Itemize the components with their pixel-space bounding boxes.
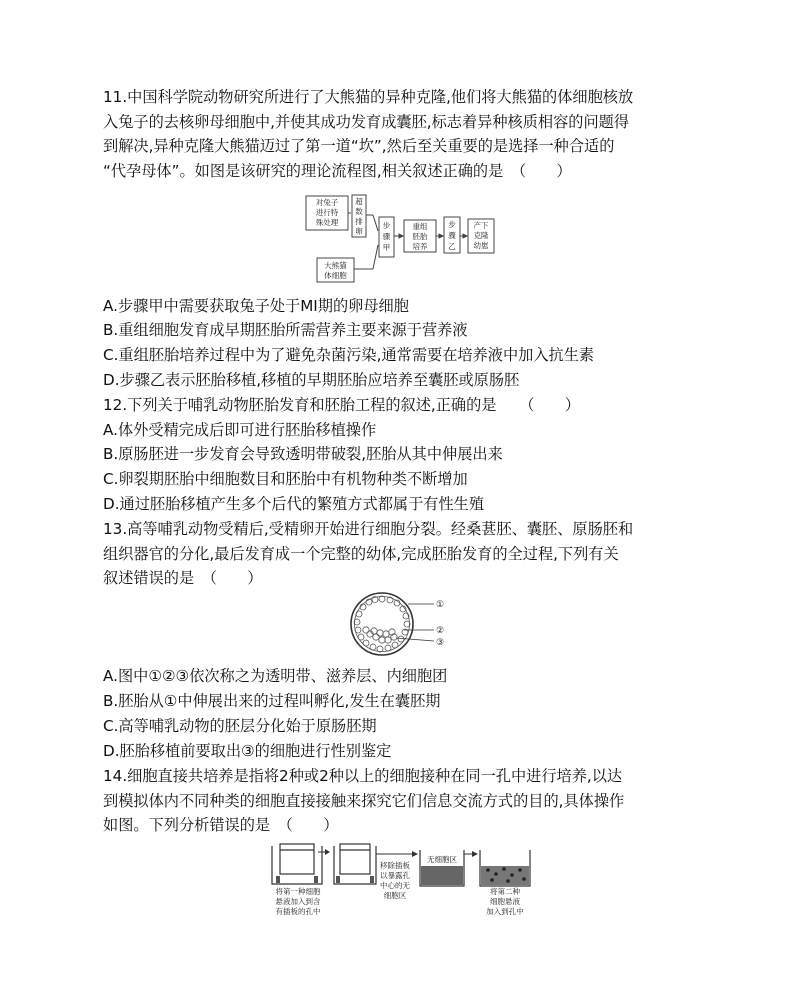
- q11-option-c: C.重组胚胎培养过程中为了避免杂菌污染,通常需要在培养液中加入抗生素: [103, 346, 595, 364]
- well-1: [272, 844, 322, 884]
- blastocyst-diagram: [342, 590, 452, 658]
- flow-text: 骤: [448, 231, 456, 240]
- q13-option-d: D.胚胎移植前要取出③的细胞进行性别鉴定: [103, 742, 392, 760]
- caption-text: 加入到孔中: [486, 907, 524, 916]
- q11-option-b: B.重组细胞发育成早期胚胎所需营养主要来源于营养液: [103, 321, 468, 339]
- flow-text: 步: [448, 220, 456, 229]
- flow-text: 卵: [355, 227, 363, 236]
- flow-text: 产下: [473, 221, 489, 230]
- q11-option-d: D.步骤乙表示胚胎移植,移植的早期胚胎应培养至囊胚或原肠胚: [103, 371, 520, 389]
- flow-text: 体细胞: [324, 271, 347, 280]
- caption-text: 将第二种: [490, 887, 520, 896]
- flow-text: 幼崽: [473, 241, 489, 250]
- flow-text: 排: [355, 217, 363, 226]
- stem-line: 叙述错误的是 （ ）: [103, 569, 263, 588]
- flow-text: 大熊猫: [324, 261, 347, 270]
- stem-line: 到模拟体内不同种类的细胞直接接触来探究它们信息交流方式的目的,具体操作: [103, 791, 625, 810]
- q13-option-b: B.胚胎从①中伸展出来的过程叫孵化,发生在囊胚期: [103, 692, 441, 710]
- coculture-procedure-diagram: [268, 842, 534, 922]
- caption-text: 有插板的孔中: [275, 907, 321, 916]
- stem-line: 11.中国科学院动物研究所进行了大熊猫的异种克隆,他们将大熊猫的体细胞核放: [103, 88, 634, 106]
- flow-text: 甲: [382, 243, 391, 252]
- flow-text: 乙: [448, 242, 456, 251]
- flow-text: 殊处理: [315, 218, 339, 227]
- flow-text: 步: [382, 221, 391, 230]
- stem-line: 入兔子的去核卵母细胞中,并使其成功发育成囊胚,标志着异种核质相容的问题得: [103, 112, 630, 131]
- flow-text: 胚胎: [412, 232, 428, 241]
- question-13-stem: [103, 517, 703, 591]
- caption-text: 细胞区: [383, 891, 407, 900]
- caption-text: 中心的无: [380, 881, 410, 890]
- stem-line: 如图。下列分析错误的是 （ ）: [103, 816, 339, 835]
- flow-text: 培养: [412, 242, 428, 251]
- question-11-stem: [103, 85, 703, 183]
- stem-line: 到解决,异种克隆大熊猫迈过了第一道“坎”,然后至关重要的是选择一种合适的: [103, 137, 615, 156]
- diagram-label-3: ③: [436, 638, 445, 648]
- flow-text: 数: [355, 207, 363, 216]
- stem-line: 12.下列关于哺乳动物胚胎发育和胚胎工程的叙述,正确的是 （ ）: [103, 396, 581, 414]
- q12-option-c: C.卵裂期胚胎中细胞数目和胚胎中有机物种类不断增加: [103, 470, 468, 488]
- q12-option-b: B.原肠胚进一步发育会导致透明带破裂,胚胎从其中伸展出来: [103, 445, 503, 463]
- stem-line: 组织器官的分化,最后发育成一个完整的幼体,完成胚胎发育的全过程,下列有关: [103, 544, 619, 563]
- flow-text: 对兔子: [315, 198, 339, 207]
- flow-text: 进行特: [315, 208, 339, 217]
- q11-option-a: A.步骤甲中需要获取兔子处于MⅠ期的卵母细胞: [103, 297, 409, 315]
- caption-text: 移除插板: [380, 861, 410, 870]
- cloning-flowchart: [305, 193, 495, 285]
- caption-text: 无细胞区: [427, 855, 457, 864]
- q12-option-d: D.通过胚胎移植产生多个后代的繁殖方式都属于有性生殖: [103, 495, 485, 513]
- well-2: [334, 844, 376, 884]
- stem-line: 14.细胞直接共培养是指将2种或2种以上的细胞接种在同一孔中进行培养,以达: [103, 767, 623, 785]
- q13-option-c: C.高等哺乳动物的胚层分化始于原肠胚期: [103, 717, 377, 735]
- caption-text: 细胞悬液: [490, 897, 520, 906]
- flow-text: 克隆: [473, 231, 489, 240]
- flow-text: 超: [355, 197, 363, 206]
- q13-option-a: A.图中①②③依次称之为透明带、滋养层、内细胞团: [103, 667, 448, 685]
- q12-option-a: A.体外受精完成后即可进行胚胎移植操作: [103, 421, 377, 439]
- stem-line: “代孕母体”。如图是该研究的理论流程图,相关叙述正确的是 （ ）: [103, 161, 572, 180]
- caption-text: 悬液加入到含: [275, 897, 321, 906]
- question-12-stem: [103, 393, 703, 418]
- question-14-stem: [103, 764, 703, 838]
- flow-text: 重组: [412, 222, 428, 231]
- caption-text: 以暴露孔: [380, 871, 410, 880]
- stem-line: 13.高等哺乳动物受精后,受精卵开始进行细胞分裂。经桑葚胚、囊胚、原肠胚和: [103, 520, 634, 538]
- flow-text: 骤: [382, 232, 391, 241]
- diagram-label-1: ①: [436, 600, 445, 610]
- diagram-label-2: ②: [436, 626, 445, 636]
- caption-text: 将第一种细胞: [275, 887, 321, 896]
